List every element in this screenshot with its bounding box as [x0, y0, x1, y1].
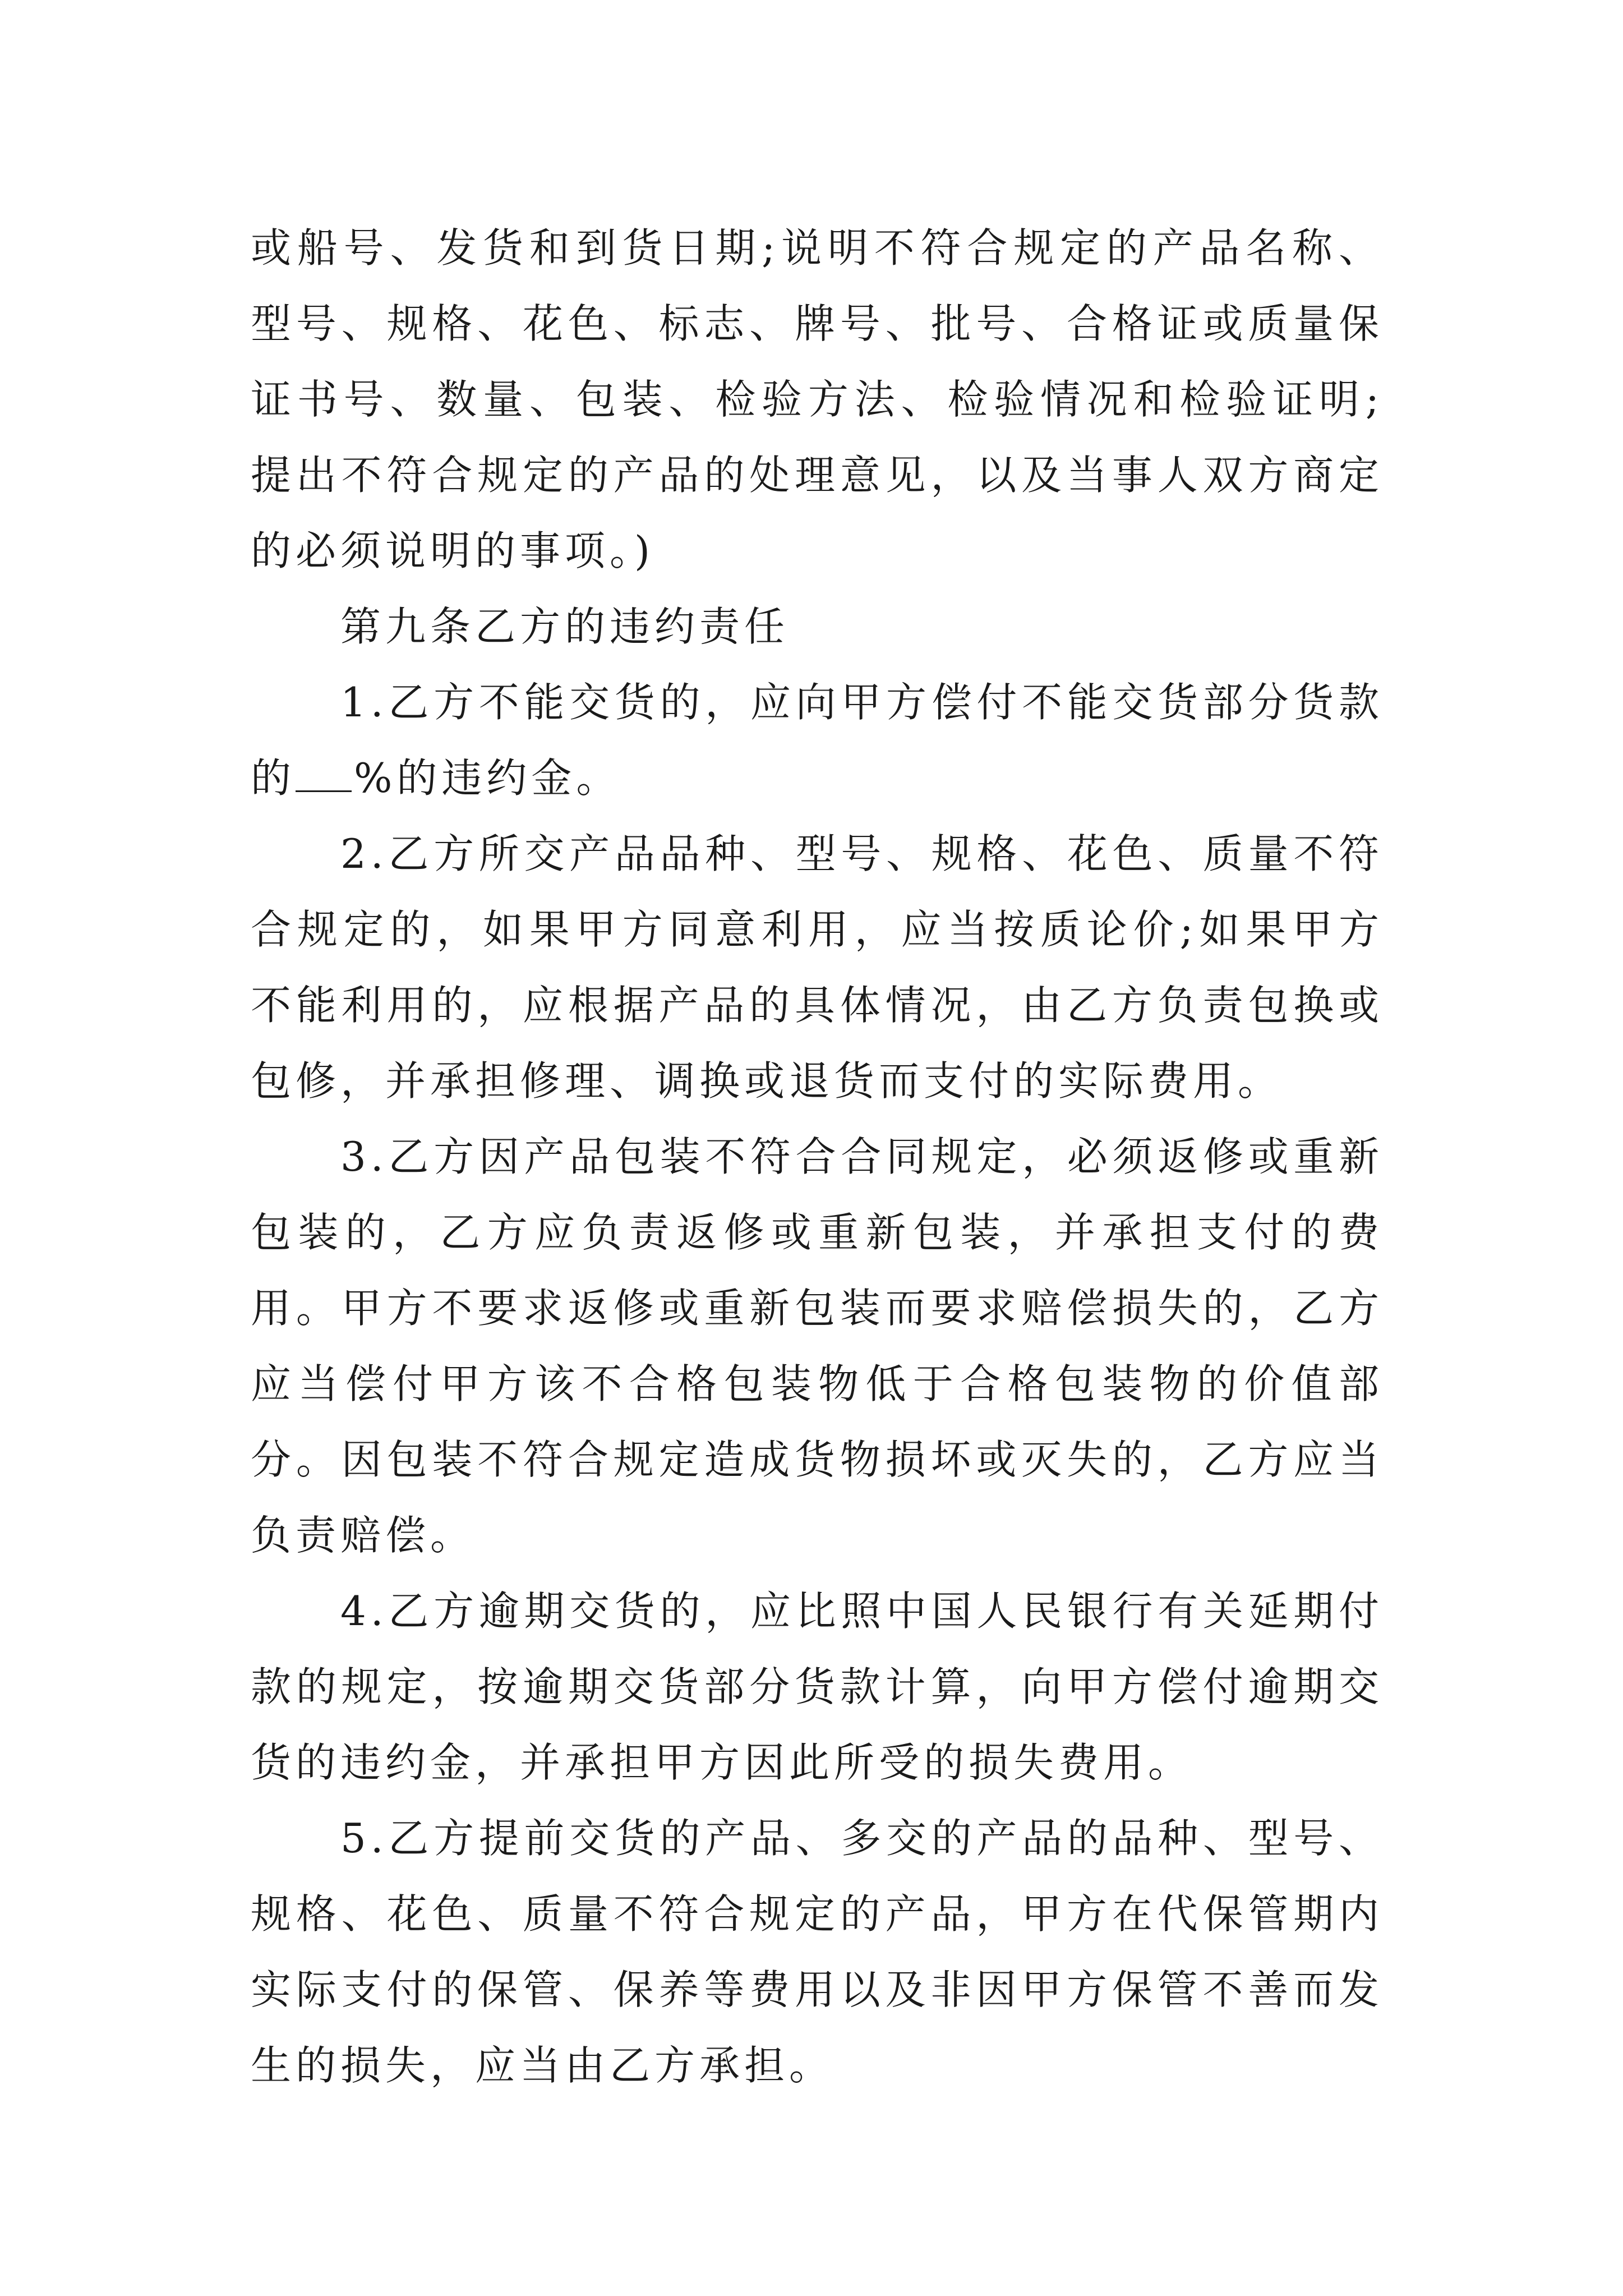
clause-1: [251, 665, 1384, 816]
clause-3: 3.乙方因产品包装不符合合同规定，必须返修或重新包装的，乙方应负责返修或重新包装，并承担支付的费用。甲方不要求返修或重新包装而要求赔偿损失的，乙方应当偿付甲方该不合格包装物低于合格包装物的价值部分。因包装不符合规定造成货物损坏或灭失的，乙方应当负责赔偿。: [251, 1133, 1384, 1559]
clause-4: 4.乙方逾期交货的，应比照中国人民银行有关延期付款的规定，按逾期交货部分货款计算，向甲方偿付逾期交货的违约金，并承担甲方因此所受的损失费用。: [251, 1588, 1384, 1786]
document-body: [251, 210, 1384, 2104]
article-heading: 第九条乙方的违约责任: [340, 603, 790, 650]
clause-2: 2.乙方所交产品品种、型号、规格、花色、质量不符合规定的，如果甲方同意利用，应当按质论价;如果甲方不能利用的，应根据产品的具体情况，由乙方负责包换或包修，并承担修理、调换或退货而支付的实际费用。: [251, 830, 1384, 1105]
paragraph-continuation: 或船号、发货和到货日期;说明不符合规定的产品名称、型号、规格、花色、标志、牌号、批号、合格证或质量保证书号、数量、包装、检验方法、检验情况和检验证明;提出不符合规定的产品的处理意见，以及当事人双方商定的必须说明的事项。): [251, 224, 1384, 574]
clause-1-text: 1.乙方不能交货的，应向甲方偿付不能交货部分货款的: [251, 679, 1384, 802]
clause-1-suffix: %的违约金。: [354, 754, 621, 802]
fill-in-blank: [296, 757, 352, 792]
clause-5: 5.乙方提前交货的产品、多交的产品的品种、型号、规格、花色、质量不符合规定的产品，甲方在代保管期内实际支付的保管、保养等费用以及非因甲方保管不善而发生的损失，应当由乙方承担。: [251, 1815, 1384, 2089]
